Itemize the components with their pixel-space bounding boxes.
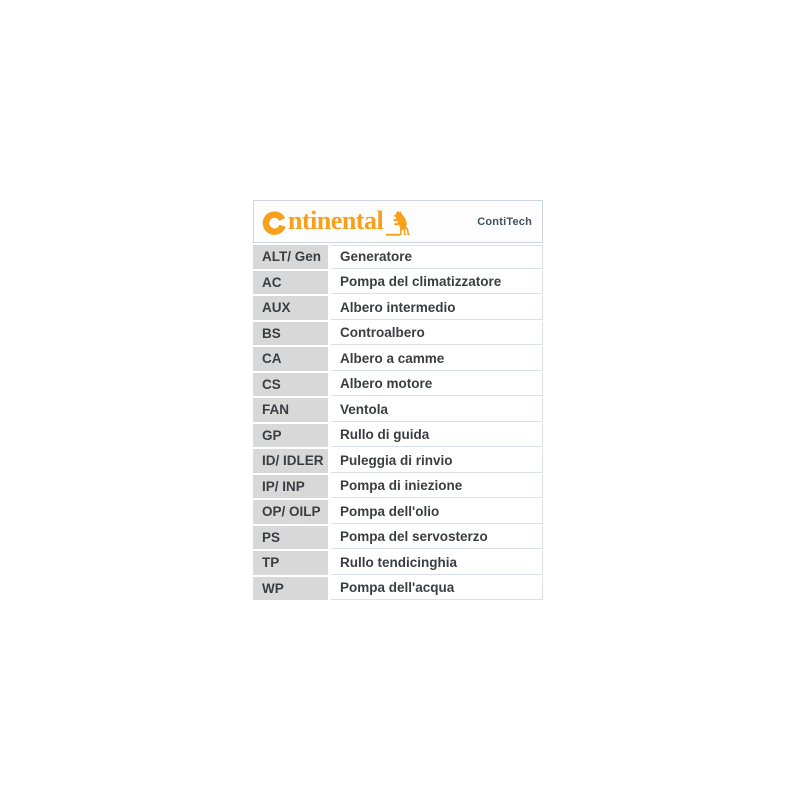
desc-cell: Pompa del climatizzatore xyxy=(331,271,543,295)
glossary-card xyxy=(253,200,543,600)
abbr-cell: GP xyxy=(253,424,328,448)
desc-cell: Puleggia di rinvio xyxy=(331,449,543,473)
desc-cell: Pompa del servosterzo xyxy=(331,526,543,550)
desc-cell: Controalbero xyxy=(331,322,543,346)
desc-cell: Pompa di iniezione xyxy=(331,475,543,499)
glossary-table xyxy=(253,245,543,600)
abbr-cell: BS xyxy=(253,322,328,346)
abbr-cell: CS xyxy=(253,373,328,397)
desc-cell: Rullo tendicinghia xyxy=(331,551,543,575)
desc-cell: Albero a camme xyxy=(331,347,543,371)
brand-header xyxy=(253,200,543,243)
abbr-cell: IP/ INP xyxy=(253,475,328,499)
abbr-cell: FAN xyxy=(253,398,328,422)
desc-cell: Rullo di guida xyxy=(331,424,543,448)
abbr-cell: TP xyxy=(253,551,328,575)
desc-cell: Ventola xyxy=(331,398,543,422)
abbr-cell: WP xyxy=(253,577,328,601)
rearing-horse-icon xyxy=(386,211,411,236)
desc-cell: Pompa dell'acqua xyxy=(331,577,543,601)
contitech-label: ContiTech xyxy=(477,215,532,228)
continental-c-icon xyxy=(262,210,287,235)
abbr-cell: ALT/ Gen xyxy=(253,245,328,269)
abbr-cell: AC xyxy=(253,271,328,295)
abbr-cell: ID/ IDLER xyxy=(253,449,328,473)
continental-logo xyxy=(262,208,411,235)
desc-cell: Pompa dell'olio xyxy=(331,500,543,524)
desc-cell: Albero intermedio xyxy=(331,296,543,320)
abbr-cell: OP/ OILP xyxy=(253,500,328,524)
desc-cell: Albero motore xyxy=(331,373,543,397)
abbr-cell: PS xyxy=(253,526,328,550)
abbr-cell: AUX xyxy=(253,296,328,320)
logo-wordmark: ntinental xyxy=(288,206,384,235)
desc-cell: Generatore xyxy=(331,245,543,269)
abbr-cell: CA xyxy=(253,347,328,371)
